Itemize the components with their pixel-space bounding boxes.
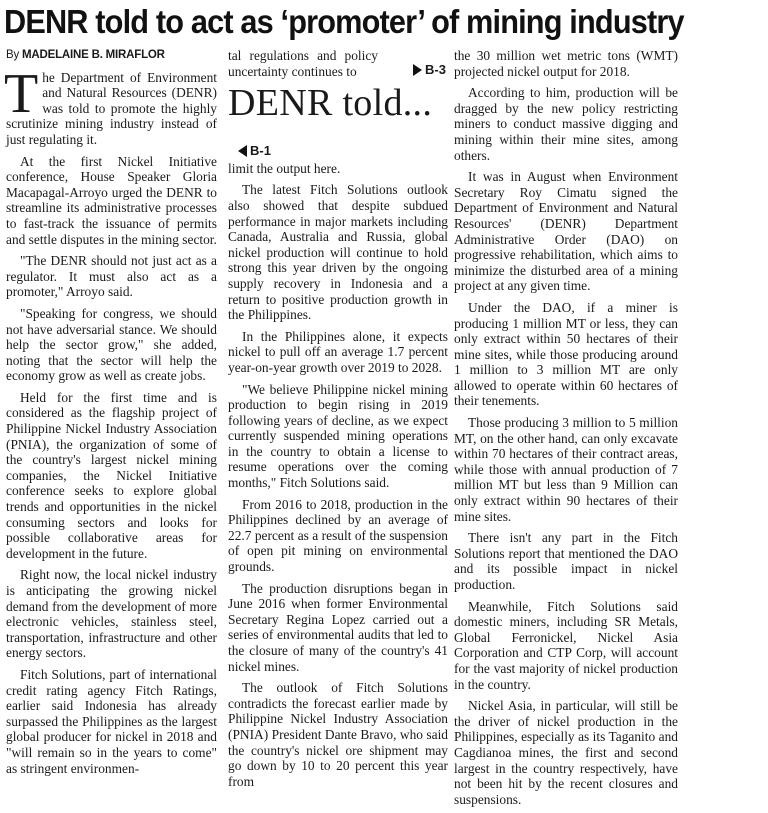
- paragraph: The production disruptions began in June 2016 when former Environmental Secretary Regina Lopez carried out a series of environmental audits that led to the closure of many of the country's 41 nickel mines.: [228, 580, 448, 674]
- column-2: [228, 48, 448, 795]
- jump-page-label: B-1: [250, 143, 271, 159]
- paragraph: Right now, the local nickel industry is anticipating the growing nickel demand from the development of more electronic vehicles, stainless steel, transportation, infrastructure and other energy sectors.: [6, 567, 217, 661]
- column-3: [454, 48, 678, 813]
- paragraph: In the Philippines alone, it expects nickel to pull off an average 1.7 percent year-on-year growth over 2019 to 2028.: [228, 328, 448, 375]
- arrow-left-icon: [238, 145, 247, 157]
- jump-in-marker[interactable]: [238, 143, 271, 159]
- jump-out-row: [228, 48, 448, 79]
- byline: [6, 48, 217, 64]
- paragraph: According to him, production will be dragged by the new policy restricting miners to conduct massive digging and mining within their mine sites, among others.: [454, 85, 678, 163]
- paragraph: Those producing 3 million to 5 million MT, on the other hand, can only excavate within 70 hectares of their contract areas, while those with annual production of 7 million MT but less than 9 Million can only extract within 90 hectares of their mine sites.: [454, 415, 678, 524]
- paragraph: tal regulations and policy uncertainty continues to: [228, 48, 378, 79]
- paragraph: the 30 million wet metric tons (WMT) projected nickel output for 2018.: [454, 48, 678, 79]
- paragraph: Meanwhile, Fitch Solutions said domestic miners, including SR Metals, Global Ferronickel, Nickel Asia Corporation and CTP Corp, will account for the vast majority of nickel production in the country.: [454, 598, 678, 692]
- paragraph: "Speaking for congress, we should not have adversarial stance. We should help the sector grow," she added, noting that the sector will help the economy grow as well as create jobs.: [6, 305, 217, 384]
- paragraph: From 2016 to 2018, production in the Philippines declined by an average of 22.7 percent as a result of the suspension of open pit mining on environmental grounds.: [228, 496, 448, 575]
- paragraph: Nickel Asia, in particular, will still be the driver of nickel production in the Philippines, especially as its Taganito and Cagdianoa mines, the first and second largest in the country respectively, have not been hit by the recent closures and suspensions.: [454, 698, 678, 807]
- paragraph: The outlook of Fitch Solutions contradicts the forecast earlier made by Philippine Nickel Industry Association (PNIA) President Dante Bravo, who said the country's nickel ore shipment may go down by 10 to 20 percent this year from: [228, 680, 448, 789]
- byline-author: MADELAINE B. MIRAFLOR: [22, 49, 165, 61]
- paragraph: limit the output here.: [228, 160, 341, 176]
- paragraph: It was in August when Environment Secretary Roy Cimatu signed the Department of Environment and Natural Resources' (DENR) Department Administrative Order (DAO) on progressive rehabilitation, which aims to minimize the disturbed area of a mining project at any given time.: [454, 169, 678, 294]
- paragraph: The Department of Environment and Natural Resources (DENR) was told to promote the highly scrutinize mining industry instead of just regulating it.: [4, 62, 217, 147]
- paragraph: "The DENR should not just act as a regulator. It must also act as a promoter," Arroyo said.: [6, 253, 217, 300]
- byline-prefix: By: [6, 49, 20, 61]
- drop-cap: T: [4, 62, 39, 125]
- paragraph: Under the DAO, if a miner is producing 1 million MT or less, they can only extract within 50 hectares of their mine sites, while those producing around 1 million to 3 million MT are only allowed to operate within 60 hectares of their tenements.: [454, 299, 678, 409]
- paragraph: "We believe Philippine nickel mining production to begin rising in 2019 following years of decline, as we expect currently suspended mining operations in the country to obtain a license to resume operations over the coming months," Fitch Solutions said.: [228, 381, 448, 491]
- jump-headline: DENR told...: [228, 82, 433, 125]
- arrow-right-icon: [413, 64, 422, 76]
- headline: DENR told to act as ‘promoter’ of mining industry: [4, 3, 684, 40]
- column-1: [6, 48, 217, 782]
- paragraph: The latest Fitch Solutions outlook also showed that despite subdued performance in major markets including Canada, Australia and Russia, global nickel production will continue to hold strong this year driven by the ongoing supply recovery in Indonesia and a return to positive production growth in the Philippines.: [228, 182, 448, 323]
- jump-out-marker[interactable]: [413, 62, 446, 78]
- paragraph: At the first Nickel Initiative conference, House Speaker Gloria Macapagal-Arroyo urged the DENR to streamline its administrative processes to fast-track the issuance of permits and settle disputes in the mining sector.: [6, 153, 217, 247]
- jump-page-label: B-3: [425, 62, 446, 77]
- paragraph: Held for the first time and is considered as the flagship project of Philippine Nickel Industry Association (PNIA), the organization of some of the country's largest nickel mining companies, the Nickel Initiative conference seeks to explore global trends and opportunities in the nickel consuming sectors and looks for possible collaborative areas for development in the future.: [6, 389, 217, 561]
- paragraph: There isn't any part in the Fitch Solutions report that mentioned the DAO and its possible impact in nickel production.: [454, 530, 678, 592]
- paragraph: Fitch Solutions, part of international credit rating agency Fitch Ratings, earlier said Indonesia has already surpassed the Philippines as the largest global producer for nickel in 2018 and "will remain so in the years to come" as stringent environmen-: [6, 666, 217, 776]
